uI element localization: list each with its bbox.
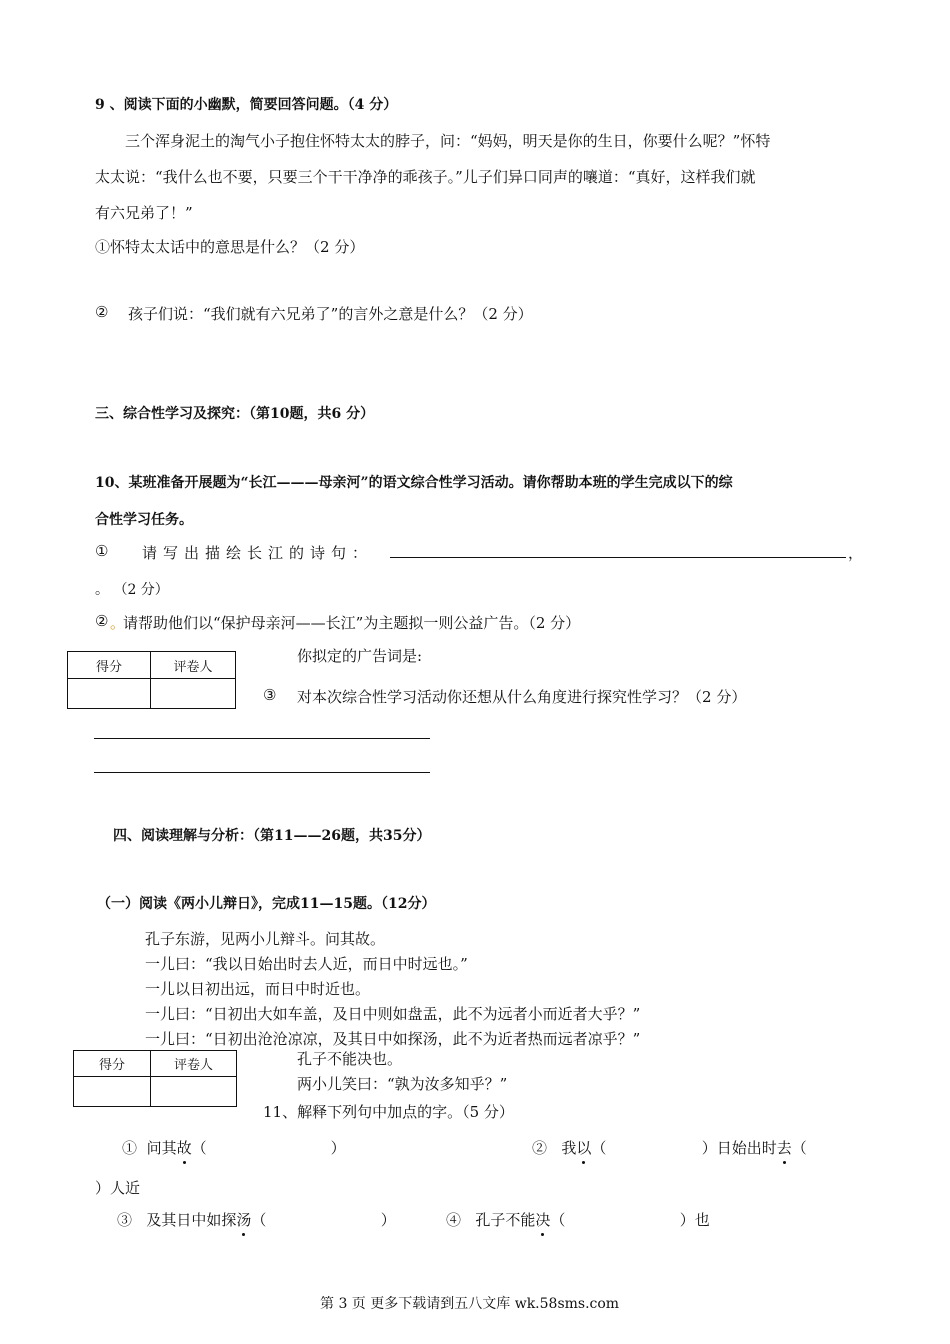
q11-item2-pre: 我 bbox=[561, 1139, 577, 1157]
q11-item2-post: 日始出时 bbox=[716, 1139, 777, 1157]
passage-line: 一儿曰：“我以日始出时去人近，而日中时远也。” bbox=[145, 955, 468, 973]
q10-sub1-num: ① bbox=[95, 542, 109, 560]
q10-title-line1: 10、某班准备开展题为“长江———母亲河”的语文综合性学习活动。请你帮助本班的学生完成以下的综 bbox=[95, 475, 733, 491]
score-cell[interactable] bbox=[68, 679, 151, 709]
q9-title: 9 、阅读下面的小幽默，简要回答问题。（4 分） bbox=[95, 97, 398, 113]
q10-sub2-answer-label: 你拟定的广告词是: bbox=[297, 647, 423, 665]
q11-item1-dotted: 故 bbox=[176, 1139, 192, 1157]
q11-item3-num: ③ bbox=[117, 1211, 133, 1229]
q9-sub2-num: ② bbox=[95, 303, 109, 321]
passage-line: 一儿以日初出远，而日中时近也。 bbox=[145, 980, 371, 998]
q10-sub1-tail: 。 （2 分） bbox=[95, 582, 169, 598]
q11-item3-dotted: 汤 bbox=[236, 1211, 252, 1229]
q11-item3-blank[interactable]: （ ） bbox=[251, 1211, 396, 1229]
q11-item2-open[interactable]: （ bbox=[791, 1139, 807, 1157]
page-footer: 第 3 页 更多下载请到五八文库 wk.58sms.com bbox=[320, 1296, 620, 1312]
passage-line: 一儿曰：“日初出沧沧凉凉，及其日中如探汤，此不为近者热而远者凉乎？” bbox=[145, 1030, 641, 1048]
score-box-1 bbox=[67, 651, 236, 709]
q9-passage-line1: 三个浑身泥土的淘气小子抱住怀特太太的脖子，问：“妈妈，明天是你的生日，你要什么呢？”怀特 bbox=[125, 132, 771, 150]
q9-sub1: ①怀特太太话中的意思是什么？（2 分） bbox=[95, 238, 365, 256]
q10-sub1: 请写出描绘长江的诗句： bbox=[142, 544, 374, 562]
passage-line: 一儿曰：“日初出大如车盖，及日中则如盘盂，此不为远者小而近者大乎？” bbox=[145, 1005, 641, 1023]
q11-item4-num: ④ bbox=[446, 1211, 462, 1229]
q11-item2 bbox=[532, 1137, 807, 1158]
grader-header: 评卷人 bbox=[151, 1051, 237, 1077]
q10-sub2-mark: 。 bbox=[110, 614, 126, 632]
q9-passage-line3: 有六兄弟了！” bbox=[95, 204, 193, 222]
q11-item4-blank[interactable]: （ ） bbox=[550, 1211, 695, 1229]
score-header: 得分 bbox=[68, 652, 151, 679]
q11-item1-pre: 问其 bbox=[146, 1139, 177, 1157]
q10-sub3-num: ③ bbox=[263, 686, 277, 704]
passage-line: 两小儿笑曰：“孰为汝多知乎？” bbox=[297, 1075, 508, 1093]
q11-item4-pre: 孔子不能 bbox=[475, 1211, 536, 1229]
sec3-title: 三、综合性学习及探究：（第10题，共6 分） bbox=[95, 406, 375, 422]
q10-sub1-answer-line[interactable] bbox=[390, 557, 846, 558]
q11-item1 bbox=[122, 1137, 346, 1158]
q11-item2-num: ② bbox=[532, 1139, 548, 1157]
q10-sub3-answer-line2[interactable] bbox=[94, 772, 430, 773]
passage-line: 孔子东游，见两小儿辩斗。问其故。 bbox=[145, 930, 386, 948]
q11-item2-dotted2: 去 bbox=[776, 1139, 792, 1157]
q9-sub2: 孩子们说：“我们就有六兄弟了”的言外之意是什么？（2 分） bbox=[128, 305, 533, 323]
q10-sub3: 对本次综合性学习活动你还想从什么角度进行探究性学习？（2 分） bbox=[297, 688, 747, 706]
part1-title: （一）阅读《两小儿辩日》，完成11—15题。（12分） bbox=[97, 896, 436, 912]
q11-item3 bbox=[117, 1209, 396, 1230]
score-box-2 bbox=[73, 1050, 237, 1107]
passage-line: 孔子不能决也。 bbox=[297, 1050, 403, 1068]
score-cell[interactable] bbox=[74, 1077, 151, 1107]
q10-sub1-comma: ， bbox=[848, 544, 864, 562]
q11-item2-dotted: 以 bbox=[576, 1139, 592, 1157]
q10-sub2: 请帮助他们以“保护母亲河——长江”为主题拟一则公益广告。（2 分） bbox=[123, 614, 581, 632]
sec4-title: 四、阅读理解与分析：（第11——26题，共35分） bbox=[113, 828, 431, 844]
score-header: 得分 bbox=[74, 1051, 151, 1077]
q10-title-line2: 合性学习任务。 bbox=[95, 512, 193, 528]
q11-title: 11、解释下列句中加点的字。（5 分） bbox=[263, 1103, 514, 1121]
q11-item1-blank[interactable]: （ ） bbox=[191, 1139, 346, 1157]
grader-cell[interactable] bbox=[151, 1077, 237, 1107]
q11-item1-num: ① bbox=[122, 1139, 138, 1157]
q11-item2-blank[interactable]: （ ） bbox=[591, 1139, 717, 1157]
q10-sub2-num: ② bbox=[95, 612, 109, 630]
grader-header: 评卷人 bbox=[151, 652, 236, 679]
q11-item3-pre: 及其日中如探 bbox=[146, 1211, 237, 1229]
grader-cell[interactable] bbox=[151, 679, 236, 709]
q11-item4-post: 也 bbox=[694, 1211, 710, 1229]
q9-passage-line2: 太太说：“我什么也不要，只要三个干干净净的乖孩子。”儿子们异口同声的嚷道：“真好，这样我们就 bbox=[95, 168, 756, 186]
q11-item4-dotted: 决 bbox=[535, 1211, 551, 1229]
q10-sub3-answer-line1[interactable] bbox=[94, 738, 430, 739]
q11-item4 bbox=[446, 1209, 710, 1230]
q11-item2-wrap: ）人近 bbox=[95, 1179, 141, 1197]
